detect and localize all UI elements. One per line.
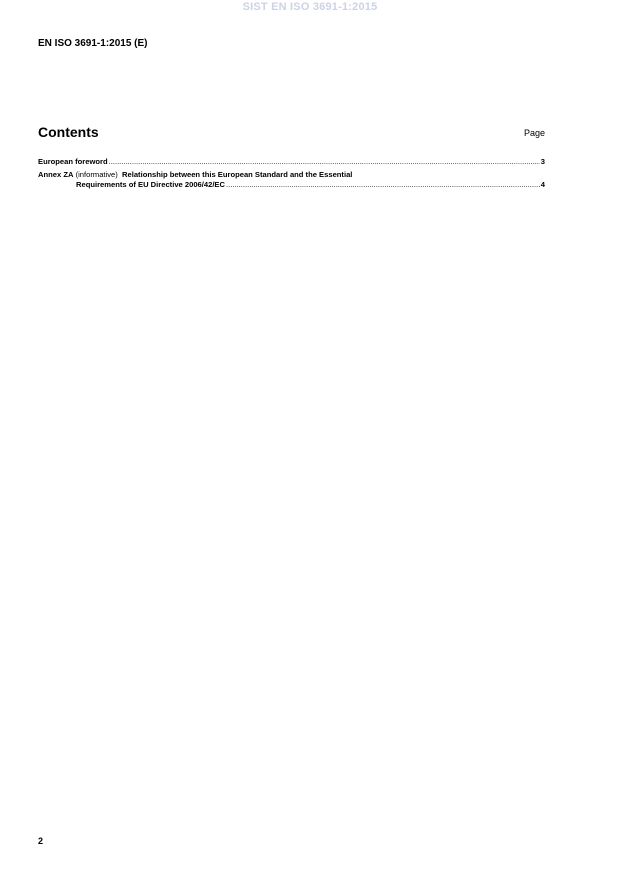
page-number: 2	[38, 836, 44, 846]
toc-leader-dots	[109, 157, 540, 167]
toc-entry-annex-za[interactable]	[38, 170, 545, 190]
toc-annex-prefix: Annex ZA	[38, 170, 74, 179]
toc-entry-label: European foreword	[38, 157, 108, 166]
document-identifier: EN ISO 3691-1:2015 (E)	[38, 38, 148, 49]
contents-heading: Contents	[38, 124, 99, 140]
toc-annex-note: (informative)	[75, 170, 118, 179]
toc-annex-title-line1: Relationship between this European Standard and the Essential	[122, 170, 353, 179]
toc-entry-annex-line1	[38, 170, 545, 180]
toc-leader-dots	[226, 180, 540, 190]
toc-annex-title-line2: Requirements of EU Directive 2006/42/EC	[76, 180, 225, 189]
toc-entry-page: 3	[540, 157, 545, 166]
table-of-contents	[38, 157, 545, 190]
toc-entry-annex-line2	[38, 180, 545, 190]
toc-entry-page: 4	[540, 180, 545, 189]
toc-entry-european-foreword[interactable]	[38, 157, 545, 167]
watermark-text: SIST EN ISO 3691-1:2015	[242, 1, 378, 13]
page-column-label: Page	[523, 128, 545, 138]
